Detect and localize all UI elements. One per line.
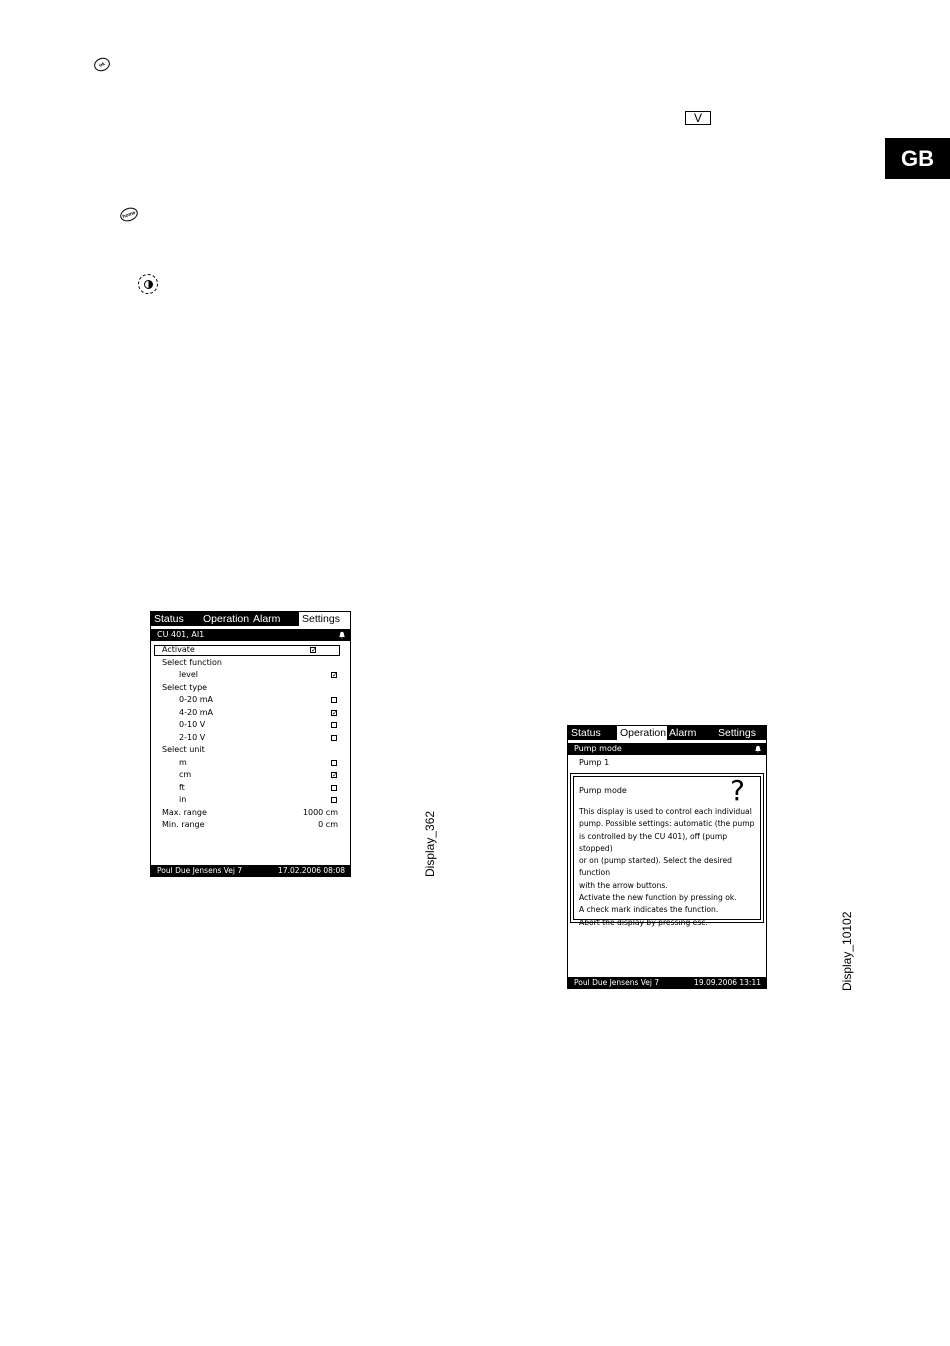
display-operation-screen bbox=[567, 725, 767, 989]
checkbox-empty[interactable] bbox=[331, 722, 337, 728]
tab-bar bbox=[568, 726, 766, 740]
setting-label[interactable]: ft bbox=[179, 782, 185, 792]
setting-label[interactable]: Select type bbox=[162, 682, 208, 692]
help-title: Pump mode bbox=[579, 786, 627, 795]
checkbox-empty[interactable] bbox=[331, 797, 337, 803]
contrast-icon bbox=[138, 274, 158, 294]
footer-address: Poul Due Jensens Vej 7 bbox=[574, 978, 660, 987]
footer-address: Poul Due Jensens Vej 7 bbox=[157, 866, 243, 875]
home-button-icon: home bbox=[118, 205, 139, 223]
setting-label[interactable]: Select function bbox=[162, 657, 222, 667]
tab-operation[interactable]: Operation bbox=[203, 613, 250, 625]
tab-settings[interactable]: Settings bbox=[718, 727, 756, 739]
checkbox-empty[interactable] bbox=[331, 735, 337, 741]
ok-button-icon: ok bbox=[92, 56, 111, 74]
screen-title-bar bbox=[568, 743, 766, 755]
language-tab: GB bbox=[885, 138, 950, 179]
screen-title: Pump mode bbox=[574, 744, 622, 753]
tab-alarm[interactable]: Alarm bbox=[669, 727, 697, 739]
footer-datetime: 19.09.2006 13:11 bbox=[694, 978, 761, 987]
pump-label[interactable]: Pump 1 bbox=[579, 758, 610, 767]
setting-value[interactable]: 1000 cm bbox=[302, 807, 338, 817]
checkbox-empty[interactable] bbox=[331, 697, 337, 703]
setting-label[interactable]: level bbox=[179, 670, 199, 679]
setting-label[interactable]: in bbox=[179, 795, 187, 804]
setting-label[interactable]: cm bbox=[179, 770, 192, 779]
bell-icon bbox=[754, 745, 762, 753]
display-caption: Display_362 bbox=[423, 810, 437, 877]
tab-status[interactable]: Status bbox=[571, 727, 601, 739]
screen-title-bar bbox=[151, 629, 350, 641]
setting-label[interactable]: Min. range bbox=[162, 820, 205, 829]
tab-operation[interactable]: Operation bbox=[617, 726, 667, 740]
setting-value[interactable]: 0 cm bbox=[318, 820, 338, 829]
screen-title: CU 401, AI1 bbox=[157, 630, 205, 639]
v-key-icon: V bbox=[685, 111, 711, 125]
footer-datetime: 17.02.2006 08:08 bbox=[278, 866, 345, 875]
status-footer bbox=[151, 865, 350, 876]
tab-settings[interactable]: Settings bbox=[299, 612, 351, 626]
setting-label[interactable]: 0-10 V bbox=[179, 720, 206, 729]
checkbox-empty[interactable] bbox=[331, 785, 337, 791]
status-footer bbox=[568, 977, 766, 988]
setting-label[interactable]: Select unit bbox=[162, 745, 205, 754]
setting-label[interactable]: Activate bbox=[162, 645, 195, 654]
checkbox-empty[interactable] bbox=[331, 760, 337, 766]
setting-label[interactable]: 0-20 mA bbox=[179, 695, 213, 704]
checkbox-checked[interactable]: ✓ bbox=[332, 671, 338, 679]
display-settings-screen bbox=[150, 611, 351, 877]
checkbox-checked[interactable]: ✓ bbox=[311, 646, 317, 654]
checkbox-checked[interactable]: ✓ bbox=[332, 708, 338, 717]
help-text: This display is used to control each individual pump. Possible settings: automatic (the pump is controlled by the CU 401), off (pump stopped) or on (pump started). Select the desired function with the arrow buttons. Activate the new function by pressing ok. A check mark indicates the function. Abort the display by pressing esc. bbox=[579, 807, 755, 927]
display-caption: Display_10102 bbox=[840, 911, 854, 991]
help-dialog bbox=[570, 773, 764, 927]
tab-status[interactable]: Status bbox=[154, 613, 184, 625]
setting-label[interactable]: Max. range bbox=[162, 807, 207, 817]
tab-bar bbox=[151, 612, 350, 626]
setting-label[interactable]: 4-20 mA bbox=[179, 707, 213, 717]
bell-icon bbox=[338, 631, 346, 639]
help-question-icon: ? bbox=[730, 774, 745, 807]
setting-label[interactable]: 2-10 V bbox=[179, 732, 206, 742]
checkbox-checked[interactable]: ✓ bbox=[332, 771, 338, 779]
tab-alarm[interactable]: Alarm bbox=[253, 613, 281, 625]
setting-label[interactable]: m bbox=[179, 757, 187, 767]
